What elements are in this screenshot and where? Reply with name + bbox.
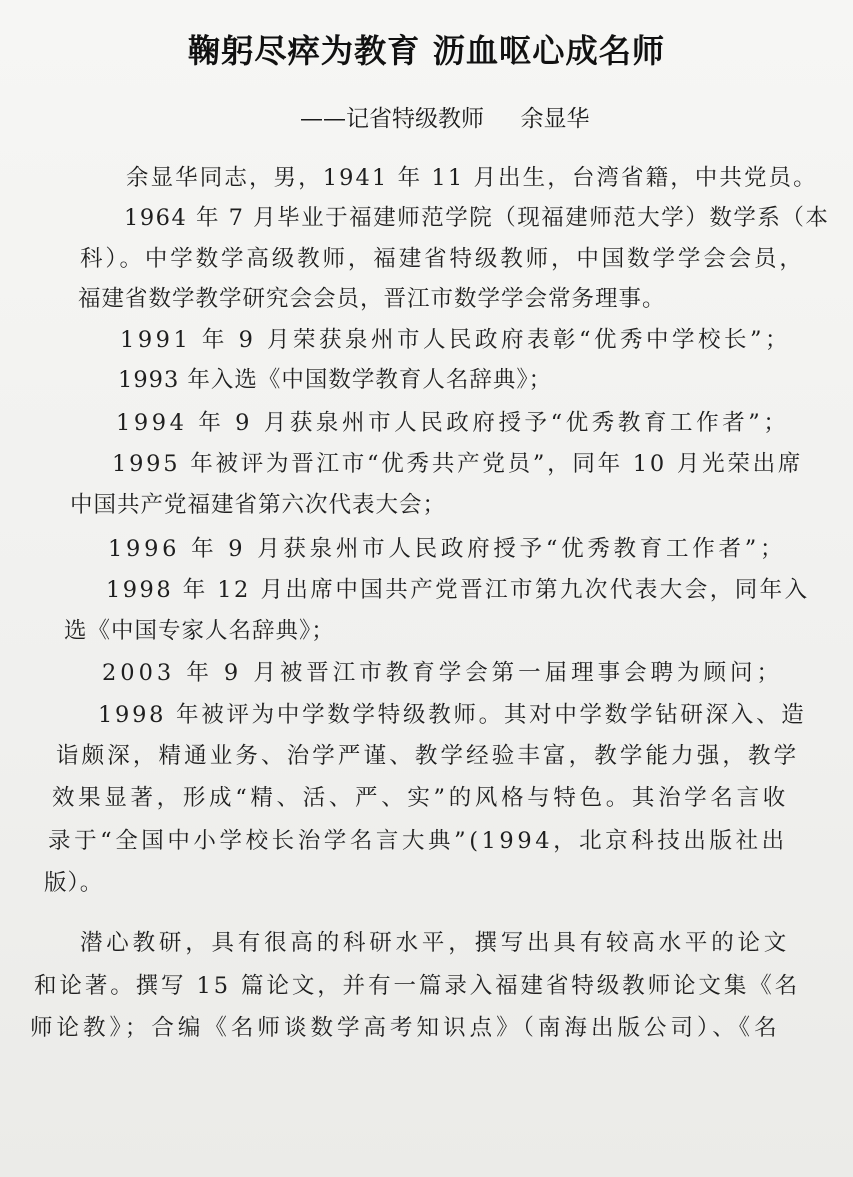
- text-line: 余显华同志，男，1941 年 11 月出生，台湾省籍，中共党员。: [126, 165, 818, 191]
- text-line: 1993 年入选《中国数学教育人名辞典》；: [118, 367, 553, 393]
- text-line: 1995 年被评为晋江市“优秀共产党员”，同年 10 月光荣出席: [112, 451, 804, 477]
- text-line: 潜心教研，具有很高的科研水平，撰写出具有较高水平的论文: [80, 930, 791, 956]
- text-line: 诣颇深，精通业务、治学严谨、教学经验丰富，教学能力强，教学: [56, 743, 800, 769]
- text-line: 中国共产党福建省第六次代表大会；: [70, 492, 447, 518]
- text-line: 1996 年 9 月获泉州市人民政府授予“优秀教育工作者”；: [108, 536, 787, 562]
- text-line: 科）。中学数学高级教师，福建省特级教师，中国数学学会会员，: [80, 246, 805, 272]
- text-line: 1994 年 9 月获泉州市人民政府授予“优秀教育工作者”；: [116, 410, 790, 436]
- text-line: 录于“全国中小学校长治学名言大典”(1994，北京科技出版社出: [48, 828, 788, 854]
- text-line: 师论教》；合编《名师谈数学高考知识点》（南海出版公司）、《名: [30, 1015, 781, 1041]
- text-line: 选《中国专家人名辞典》；: [64, 618, 335, 644]
- text-line: 1991 年 9 月荣获泉州市人民政府表彰“优秀中学校长”；: [120, 327, 792, 353]
- text-line: 福建省数学教学研究会会员，晋江市数学学会常务理事。: [78, 286, 666, 312]
- text-line: 2003 年 9 月被晋江市教育学会第一届理事会聘为顾问；: [102, 660, 783, 686]
- text-line: 1998 年被评为中学数学特级教师。其对中学数学钻研深入、造: [98, 702, 807, 728]
- text-line: 和论著。撰写 15 篇论文，并有一篇录入福建省特级教师论文集《名: [34, 973, 801, 999]
- text-line: 1998 年 12 月出席中国共产党晋江市第九次代表大会，同年入: [106, 577, 810, 603]
- text-line: 版）。: [44, 870, 104, 896]
- text-line: 1964 年 7 月毕业于福建师范学院（现福建师范大学）数学系（本: [124, 205, 830, 231]
- document-subtitle: ——记省特级教师 余显华: [300, 106, 590, 132]
- text-line: 效果显著，形成“精、活、严、实”的风格与特色。其治学名言收: [52, 785, 789, 811]
- document-title: 鞠躬尽瘁为教育 沥血呕心成名师: [187, 32, 666, 70]
